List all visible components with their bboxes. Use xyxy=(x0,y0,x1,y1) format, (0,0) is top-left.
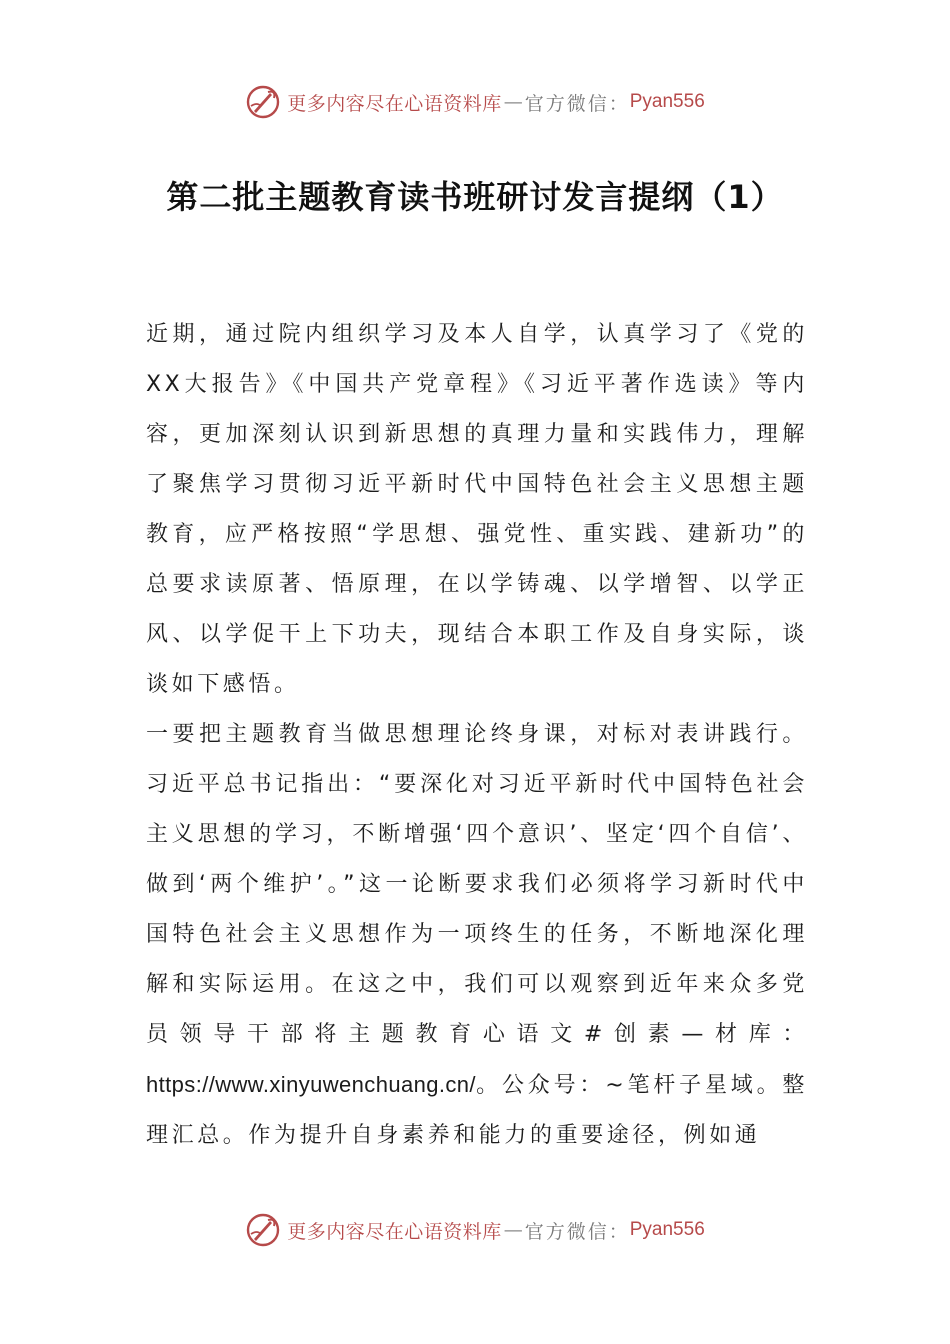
document-title: 第二批主题教育读书班研讨发言提纲（1） xyxy=(166,178,784,216)
paragraph-first-point-text: 一要把主题教育当做思想理论终身课，对标对表讲践行。习近平总书记指出：“要深化对习近平新时代中国特色社会主义思想的学习，不断增强‘四个意识’、坚定‘四个自信’、做到‘两个维护’。”这一论断要求我们必须将学习新时代中国特色社会主义思想作为一项终生的任务，不断地深化理解和实际运用。在这之中，我们可以观察到近年来众多党员领导干部将主题教育心语文#创素—材库： xyxy=(146,722,808,1047)
banner-separator: — xyxy=(503,91,523,113)
banner-wechat-id: Pyan556 xyxy=(629,1219,705,1240)
footer-banner xyxy=(0,1208,950,1252)
banner-separator: — xyxy=(503,1219,523,1241)
source-url-link[interactable]: https://www.xinyuwenchuang.cn/ xyxy=(146,1072,476,1097)
paragraph-first-point xyxy=(146,710,808,1161)
paragraph-continuation: 整理汇总。作为提升自身素养和能力的重要途径，例如通 xyxy=(146,1073,808,1148)
quill-logo-icon xyxy=(245,1212,281,1248)
paragraph-intro: 近期，通过院内组织学习及本人自学，认真学习了《党的XX大报告》《中国共产党章程》《习近平著作选读》等内容，更加深刻认识到新思想的真理力量和实践伟力，理解了聚焦学习贯彻习近平新时代中国特色社会主义思想主题教育，应严格按照“学思想、强党性、重实践、建新功”的总要求读原著、悟原理，在以学铸魂、以学增智、以学正风、以学促干上下功夫，现结合本职工作及自身实际，谈谈如下感悟。 xyxy=(146,322,808,697)
banner-text: 更多内容尽在心语资料库 xyxy=(287,1220,502,1243)
banner-text: 更多内容尽在心语资料库 xyxy=(287,92,502,115)
quill-logo-icon xyxy=(245,84,281,120)
document-body xyxy=(146,310,808,1161)
banner-wechat-id: Pyan556 xyxy=(629,91,705,112)
header-banner xyxy=(0,80,950,124)
paragraph-after-url: 。公众号：~笔杆子星域。 xyxy=(475,1073,783,1098)
banner-label: 官方微信： xyxy=(524,92,630,115)
banner-label: 官方微信： xyxy=(524,1220,630,1243)
